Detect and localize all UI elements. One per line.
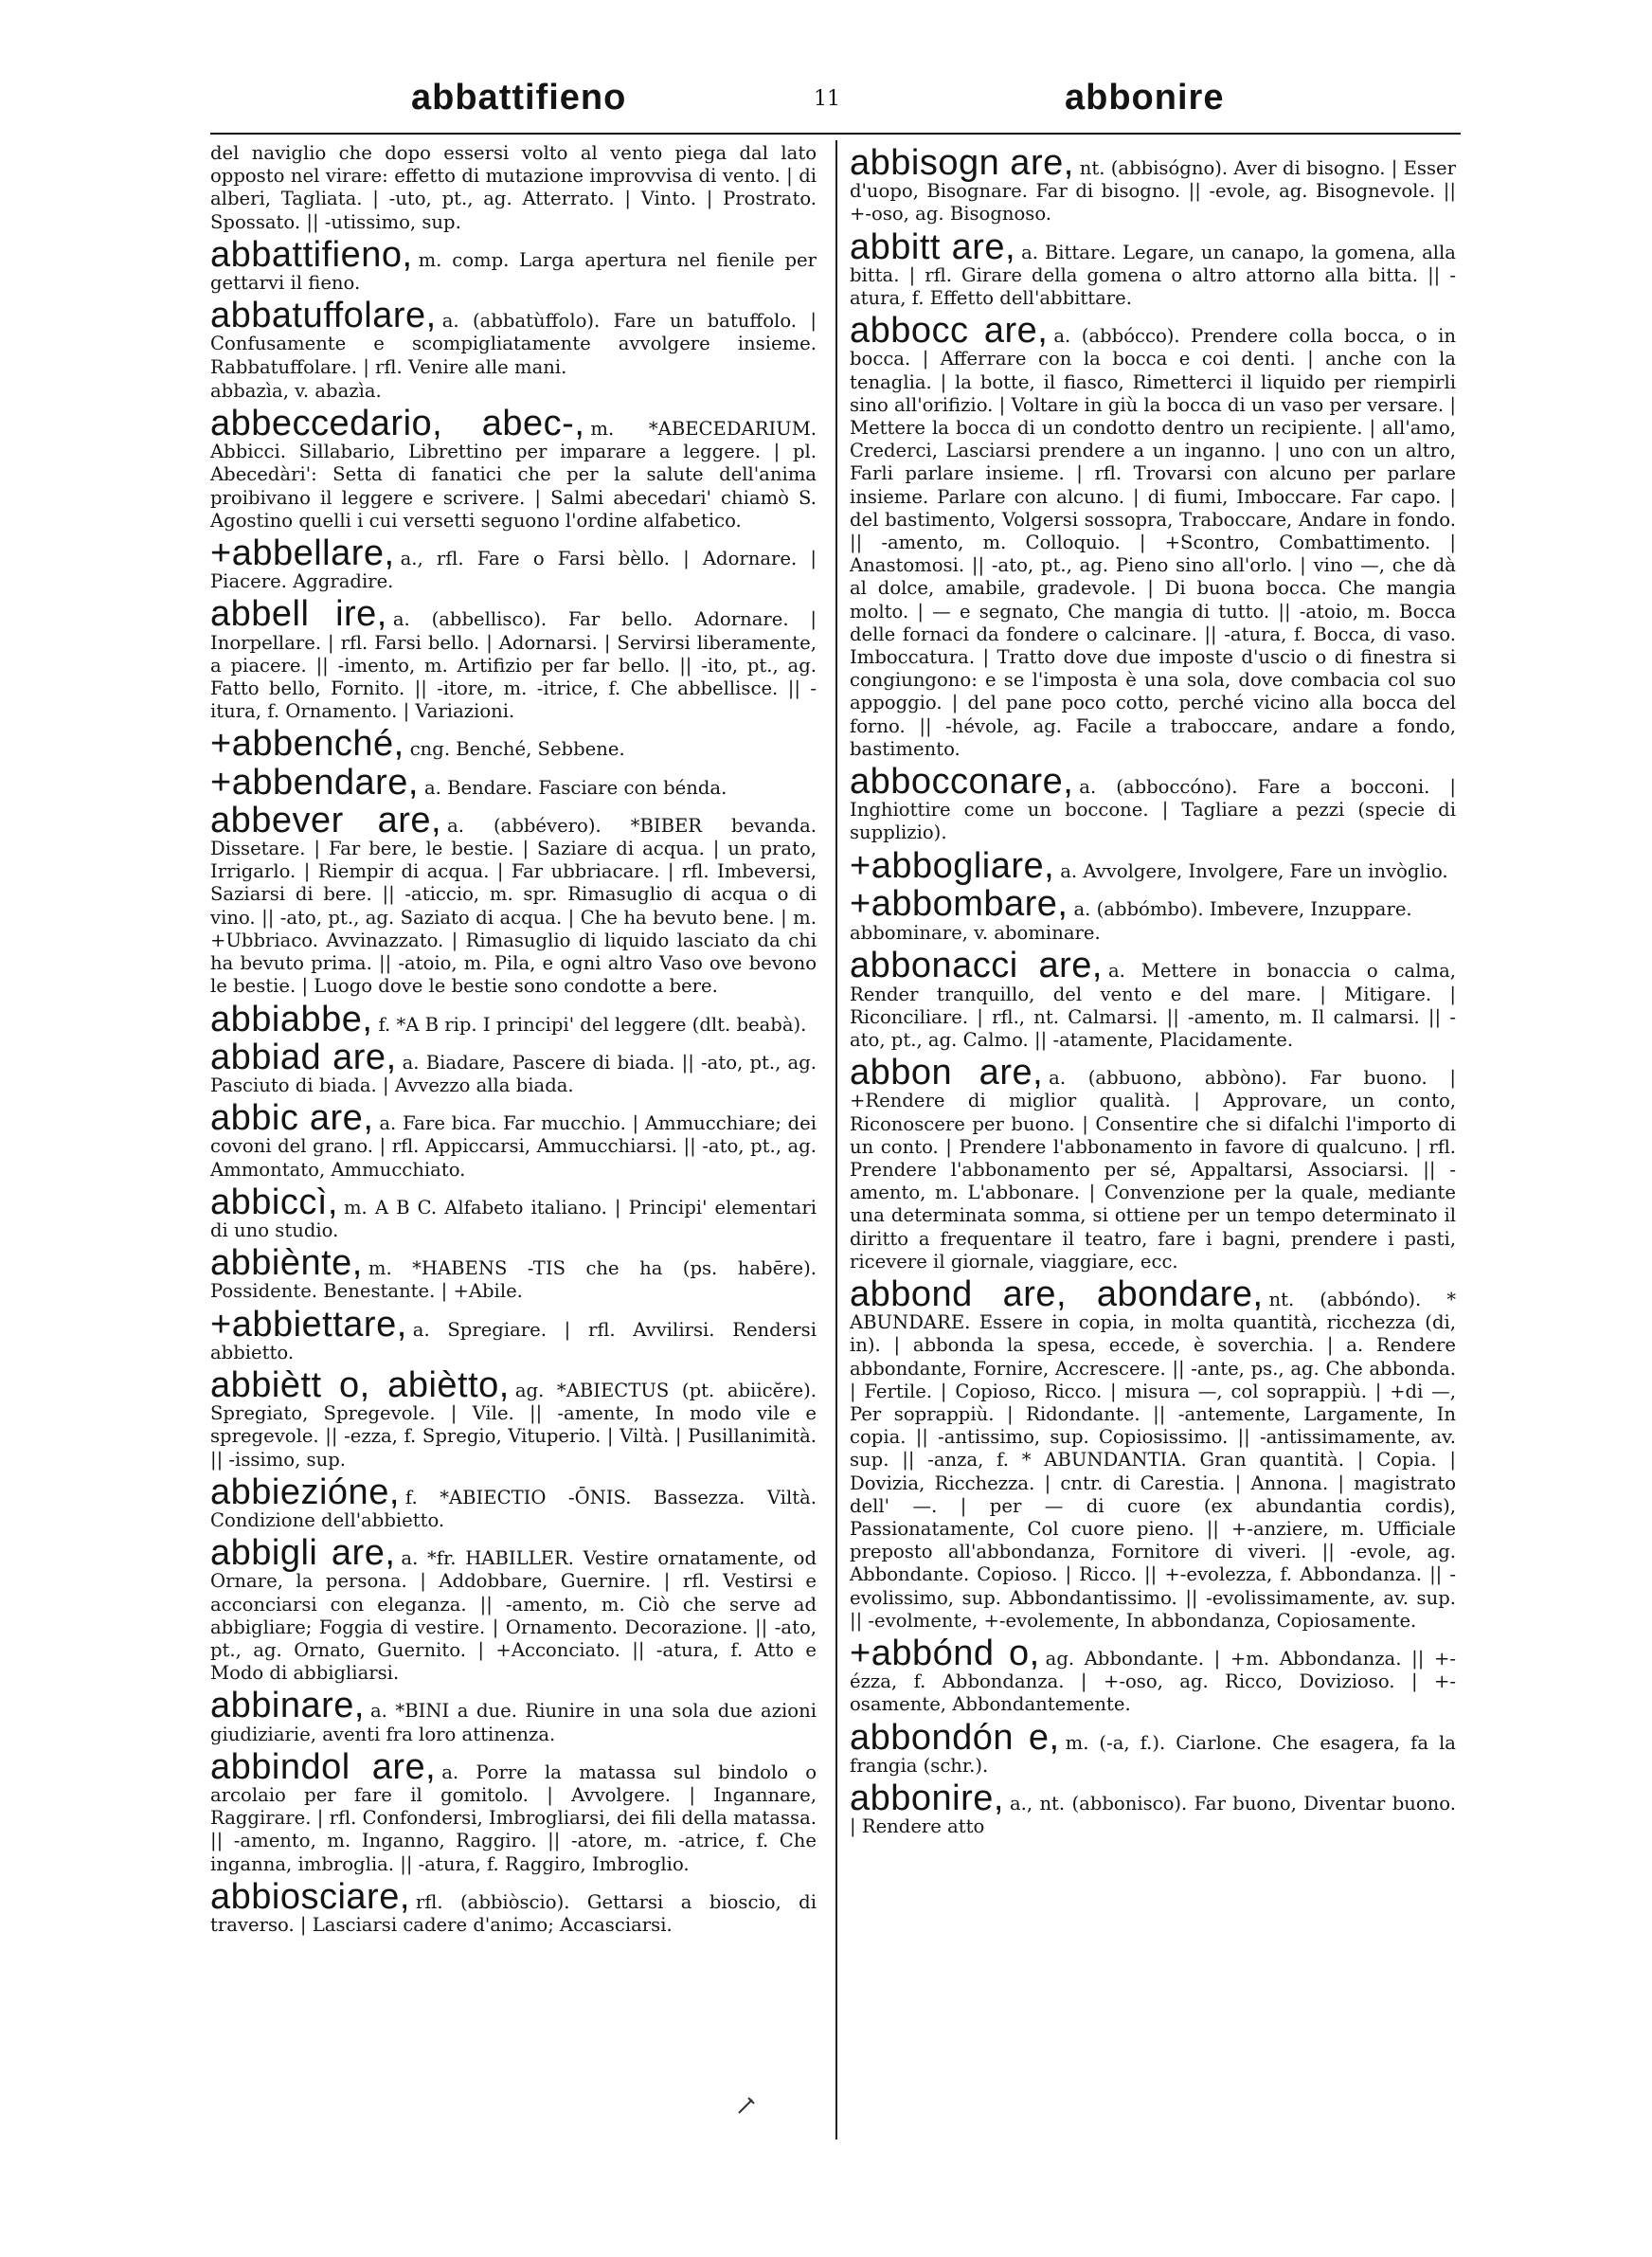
- entry-headword: abbinare,: [210, 1686, 365, 1726]
- dictionary-entry: [210, 1364, 817, 1472]
- entry-headword: abbigli are,: [210, 1533, 396, 1574]
- entry-definition: f. *A B rip. I principi' del leggere (dlt. beabà).: [378, 1013, 807, 1036]
- entry-headword: abbic are,: [210, 1098, 374, 1139]
- entry-definition: a. (abbómbo). Imbevere, Inzuppare.: [1073, 897, 1412, 920]
- entry-definition: a. (abbócco). Prendere colla bocca, o in bocca. | Afferrare con la bocca e coi denti. | anche con la tenaglia. | la botte, il fiasco, Rimetterci il liquido per riempirli sino all'orifizio. | Voltare in giù la bocca di un vaso per versare. | Mettere la bocca di un condotto dentro un recipiente. | all'amo, Crederci, Lasciarsi prendere a un inganno. | uno con un altro, Farli parlare insieme. | rfl. Trovarsi con alcuno per parlare insieme. Parlare con alcuno. | di fiumi, Imboccare. Far capo. | del bastimento, Volgersi sossopra, Traboccare, Andare in fondo. || -amento, m. Colloquio. | +Scontro, Combattimento. | Anastomosi. || -ato, pt., ag. Pieno sino all'orlo. | vino —, che dà al dolce, amabile, gradevole. | Di buona bocca. Che mangia molto. | — e segnato, Che mangia di tutto. || -atoio, m. Bocca delle fornaci da fondere o calcinare. || -atura, f. Bocca, di vaso. Imboccatura. | Tratto dove due imposte d'uscio o di finestra si congiungono: e se l'imposta è una sola, dove combacia col suo appoggio. | del pane poco cotto, perché vicino alla bocca del forno. || -hévole, ag. Facile a traboccare, andare a fondo, bastimento.: [850, 325, 1456, 760]
- entry-definition: nt. (abbisógno). Aver di bisogno. | Esser d'uopo, Bisognare. Far di bisogno. || -evole, ag. Bisognevole. || +-oso, ag. Bisognoso.: [850, 157, 1456, 226]
- entry-definition: a. (abbuono, abbòno). Far buono. | +Rendere di miglior qualità. | Approvare, un conto, Riconoscere per buono. | Consentire che si difalchi l'importo di un conto. | Prendere l'abbonamento in favore di qualcuno. | rfl. Prendere l'abbonamento per sé, Appaltarsi, Associarsi. || -amento, m. L'abbonare. | Convenzione per la quale, mediante una determinata somma, si ottiene per un tempo determinato il diritto a frequentare il teatro, fare i bagni, prendere i pasti, ricevere il giornale, viaggiare, ecc.: [850, 1067, 1456, 1273]
- dictionary-entry: [850, 1717, 1456, 1778]
- dictionary-entry: [850, 845, 1456, 886]
- entry-definition: a. *BINI a due. Riunire in una sola due azioni giudiziarie, aventi fra loro attinenza.: [210, 1700, 817, 1745]
- entry-definition: a. Mettere in bonaccia o calma, Render tranquillo, del vento e del mare. | Mitigare. | Riconciliare. | rfl., nt. Calmarsi. || -amento, m. Il calmarsi. || -ato, pt., ag. Calmo. || -atamente, Placidamente.: [850, 960, 1456, 1051]
- dictionary-entry: [210, 1098, 817, 1182]
- dictionary-entry: [210, 762, 817, 803]
- entry-definition: a. Bittare. Legare, un canapo, la gomena, alla bitta. | rfl. Girare della gomena o altro attorno alla bitta. || -atura, f. Effetto dell'abbittare.: [850, 241, 1456, 310]
- entry-definition: rfl. (abbiòscio). Gettarsi a bioscio, di traverso. | Lasciarsi cadere d'animo; Accasciarsi.: [210, 1890, 817, 1936]
- entry-headword: abbonacci are,: [850, 946, 1103, 986]
- entry-definition: nt. (abbóndo). * ABUNDARE. Essere in copia, in molta quantità, ricchezza (di, in). | abbonda la spesa, eccede, è soverchia. | a. Rendere abbondante, Fornire, Accrescere. || -ante, ps., ag. Che abbonda. | Fertile. | Copioso, Ricco. | misura —, col soprappiù. | +di —, Per soprappiù. | Ridondante. || -antemente, Largamente, In copia. || -antissimo, sup. Copiosissimo. || -antissimamente, av. sup. || -anza, f. * ABUNDANTIA. Gran quantità. | Copia. | Dovizia, Ricchezza. | cntr. di Carestia. | Annona. | magistrato dell' —. | per — di cuore (ex abundantia cordis), Passionatamente, Col cuore pieno. || +-anziere, m. Ufficiale preposto all'abbondanza, Fornitore di viveri. || -evole, ag. Abbondante. Copioso. | Ricco. || +-evolezza, f. Abbondanza. || -evolissimo, sup. Abbondantissimo. || -evolissimamente, av. sup. || -evolmente, +-evolemente, In abbondanza, Copiosamente.: [850, 1288, 1456, 1632]
- entry-definition: m. *ABECEDARIUM. Abbicci. Sillabario, Librettino per imparare a leggere. | pl. Abecedàri': Setta di fanatici che per la salute dell'anima proibivano il leggere e scrivere. | Salmi abecedari' chiamò S. Agostino quelli i cui versetti seguono l'ordine alfabetico.: [210, 418, 817, 532]
- dictionary-entry: [850, 762, 1456, 845]
- entry-definition: a. Bendare. Fasciare con bénda.: [423, 776, 727, 799]
- dictionary-entry: [850, 311, 1456, 761]
- entry-headword: abbocconare,: [850, 762, 1074, 803]
- page-number: 11: [814, 87, 840, 111]
- entry-definition: abbominare, v. abominare.: [850, 922, 1101, 945]
- entry-headword: abbatuffolare,: [210, 296, 437, 336]
- entry-definition: a. (abbévero). *BIBER bevanda. Dissetare. | Far bere, le bestie. | Saziare di acqua. | un prato, Irrigarlo. | Riempir di acqua. | Far ubbriacare. | rfl. Imbeversi, Saziarsi di bere. || -aticcio, m. spr. Rimasuglio di acqua o di vino. || -ato, pt., ag. Saziato di acqua. | Che ha bevuto bene. | m. +Ubbriaco. Avvinazzato. | Rimasuglio di liquido lasciato da chi ha bevuto prima. || -atoio, m. Pila, e ogni altro Vaso ove bevono le bestie. | Luogo dove le bestie sono condotte a bere.: [210, 814, 817, 998]
- entry-definition: a., nt. (abbonisco). Far buono, Diventar buono. | Rendere atto: [850, 1793, 1456, 1838]
- dictionary-entry: [850, 922, 1456, 945]
- dictionary-entry: [850, 226, 1456, 311]
- entry-definition: a. (abbellisco). Far bello. Adornare. | Inorpellare. | rfl. Farsi bello. | Adornarsi. | Servirsi liberamente, a piacere. || -imento, m. Artifizio per far bello. || -ito, pt., ag. Fatto bello, Fornito. || -itore, m. -itrice, f. Che abbellisce. || -itura, f. Ornamento. | Variazioni.: [210, 608, 817, 723]
- dictionary-entry: [210, 142, 817, 234]
- entry-headword: abbell ire,: [210, 594, 387, 635]
- entry-headword: abbindol are,: [210, 1746, 437, 1787]
- dictionary-entry: [210, 594, 817, 723]
- dictionary-entry: [210, 1472, 817, 1532]
- entry-definition: a., rfl. Fare o Farsi bèllo. | Adornare. | Piacere. Aggradire.: [210, 548, 817, 593]
- entry-definition: a. (abbatùffolo). Fare un batuffolo. | Confusamente e scompigliatamente avvolgere insieme. Rabbatuffolare. | rfl. Venire alle mani.: [210, 310, 817, 378]
- entry-definition: a. Porre la matassa sul bindolo o arcolaio per fare il gomitolo. | Avvolgere. | Ingannare, Raggirare. | rfl. Confondersi, Imbrogliarsi, dei fili della matassa. || -amento, m. Inganno, Raggiro. || -atore, m. -atrice, f. Che inganna, imbroglia. || -atura, f. Raggiro, Imbroglio.: [210, 1760, 817, 1875]
- entry-headword: abbever are,: [210, 800, 442, 840]
- entry-headword: abbiad are,: [210, 1037, 397, 1077]
- dictionary-entry: [850, 883, 1456, 924]
- dictionary-entry: [850, 1781, 1456, 1838]
- entry-headword: abbocc are,: [850, 311, 1049, 352]
- entry-headword: abbeccedario, abec-,: [210, 404, 585, 444]
- dictionary-entry: [210, 999, 817, 1039]
- header-right-headword: abbonire: [1065, 78, 1225, 117]
- entry-headword: abbonire,: [850, 1779, 1004, 1818]
- entry-headword: abbiosciare,: [210, 1876, 410, 1917]
- entry-definition: m. *HABENS -TIS che ha (ps. habēre). Possidente. Benestante. | +Abile.: [210, 1257, 817, 1303]
- dictionary-entry: [850, 1633, 1456, 1717]
- dictionary-entry: [210, 1533, 817, 1685]
- entry-headword: +abbenché,: [210, 724, 404, 765]
- dictionary-entry: [210, 1182, 817, 1242]
- dictionary-entry: [850, 1053, 1456, 1273]
- dictionary-entry: [210, 1746, 817, 1876]
- dictionary-entry: [850, 1273, 1456, 1633]
- entry-headword: abbondón e,: [850, 1717, 1060, 1758]
- dictionary-entry: [210, 380, 817, 403]
- entry-definition: m. A B C. Alfabeto italiano. | Principi' elementari di uno studio.: [210, 1196, 817, 1241]
- entry-headword: abbiabbe,: [210, 999, 373, 1039]
- entry-headword: abbitt are,: [850, 226, 1016, 267]
- dictionary-entry: [210, 1037, 817, 1097]
- dictionary-entry: [210, 1688, 817, 1745]
- right-column: [850, 142, 1456, 1839]
- dictionary-entry: [210, 234, 817, 295]
- entry-definition: a. Spregiare. | rfl. Avvilirsi. Rendersi abbietto.: [210, 1318, 817, 1363]
- entry-definition: m. (-a, f.). Ciarlone. Che esagera, fa la frangia (schr.).: [850, 1731, 1456, 1777]
- entry-headword: +abbendare,: [210, 762, 419, 803]
- dictionary-entry: [210, 298, 817, 379]
- entry-definition: f. *ABIECTIO -ŌNIS. Bassezza. Viltà. Condizione dell'abbietto.: [210, 1486, 817, 1531]
- quill-ornament-icon: [735, 2094, 758, 2117]
- entry-definition: m. comp. Larga apertura nel fienile per gettarvi il fieno.: [210, 248, 817, 295]
- entry-definition: cng. Benché, Sebbene.: [409, 738, 625, 761]
- entry-headword: abbiètt o, abiètto,: [210, 1364, 510, 1405]
- entry-definition: a. Biadare, Pascere di biada. || -ato, pt., ag. Pasciuto di biada. | Avvezzo alla biada.: [210, 1051, 817, 1096]
- entry-definition: a. *fr. HABILLER. Vestire ornatamente, od Ornare, la persona. | Addobbare, Guernire. | rfl. Vestirsi e acconciarsi con eleganza. || -amento, m. Ciò che serve ad abbigliare; Foggia di vestire. | Ornamento. Decorazione. || -ato, pt., ag. Ornato, Guernito. | +Acconciato. || -atura, f. Atto e Modo di abbigliarsi.: [210, 1547, 817, 1685]
- entry-headword: abbiezióne,: [210, 1472, 400, 1512]
- entry-definition: ag. *ABIECTUS (pt. abiicĕre). Spregiato, Spregevole. | Vile. || -amente, In modo vile e spregevole. || -ezza, f. Spregio, Vituperio. | Viltà. | Pusillanimità. || -issimo, sup.: [210, 1379, 817, 1471]
- dictionary-entry: [210, 1876, 817, 1937]
- entry-definition: a. (abboccóno). Fare a bocconi. | Inghiottire come un boccone. | Tagliare a pezzi (specie di supplizio).: [850, 776, 1456, 844]
- entry-headword: abbond are, abondare,: [850, 1273, 1264, 1314]
- entry-definition: ag. Abbondante. | +m. Abbondanza. || +-ézza, f. Abbondanza. | +-oso, ag. Ricco, Dovizioso. | +-osamente, Abbondantemente.: [850, 1647, 1456, 1716]
- entry-headword: abbiènte,: [210, 1243, 363, 1284]
- dictionary-entry: [210, 724, 817, 765]
- header-rule: [210, 133, 1461, 135]
- dictionary-entry: [210, 533, 817, 593]
- entry-definition: del naviglio che dopo essersi volto al vento piega dal lato opposto nel virare: effetto di mutazione improvvisa di vento. | di alberi, Tagliata. | -uto, pt., ag. Atterrato. | Vinto. | Prostrato. Spossato. || -utissimo, sup.: [210, 142, 817, 233]
- left-column: [210, 142, 817, 1938]
- entry-headword: +abbónd o,: [850, 1633, 1040, 1673]
- dictionary-entry: [850, 143, 1456, 226]
- entry-headword: abbiccì,: [210, 1182, 338, 1222]
- dictionary-entry: [210, 406, 817, 533]
- dictionary-entry: [210, 1243, 817, 1303]
- entry-headword: +abbogliare,: [850, 845, 1055, 886]
- entry-definition: a. Fare bica. Far mucchio. | Ammucchiare; dei covoni del grano. | rfl. Appiccarsi, Ammucchiarsi. || -ato, pt., ag. Ammontato, Ammucchiato.: [210, 1112, 817, 1181]
- entry-headword: +abbombare,: [850, 883, 1068, 924]
- dictionary-entry: [210, 1304, 817, 1364]
- entry-headword: abbattifieno,: [210, 234, 413, 275]
- column-divider: [835, 140, 837, 2140]
- dictionary-entry: [210, 800, 817, 999]
- header-left-headword: abbattifieno: [411, 78, 627, 117]
- page-header: [212, 78, 1455, 135]
- entry-headword: +abbellare,: [210, 533, 395, 574]
- entry-headword: abbon are,: [850, 1053, 1044, 1093]
- entry-headword: +abbiettare,: [210, 1304, 407, 1345]
- entry-definition: a. Avvolgere, Involgere, Fare un invòglio.: [1060, 859, 1448, 882]
- entry-definition: abbazìa, v. abazìa.: [210, 379, 382, 402]
- entry-headword: abbisogn are,: [850, 143, 1074, 183]
- dictionary-entry: [850, 948, 1456, 1052]
